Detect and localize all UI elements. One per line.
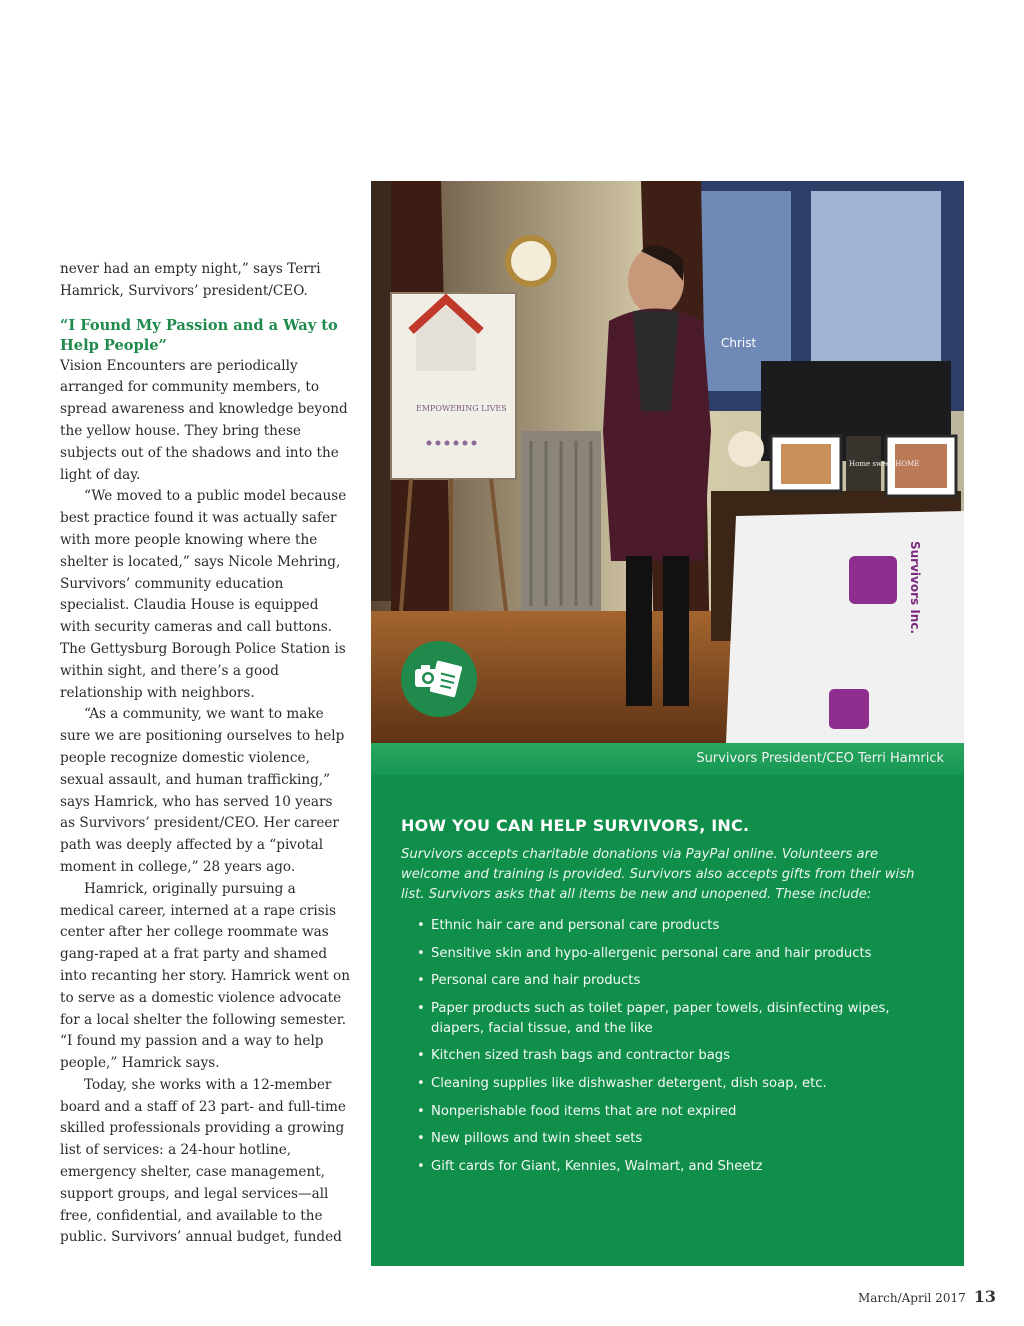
bullet-icon: • [417, 1048, 425, 1064]
list-item: • Personal care and hair products [401, 971, 946, 991]
window-sign-text: Christ [721, 336, 757, 350]
article-paragraph: “As a community, we want to make sure we are positioning ourselves to help people recognize domestic violence, sexual assault, and human trafficking,” says Hamrick, who has served 10 years as Survivors’ president/CEO. Her career path was deeply affected by a “pivotal moment in college,” 28 years ago. [60, 706, 345, 875]
list-item: • Ethnic hair care and personal care products [401, 916, 946, 936]
sidebar-intro: Survivors accepts charitable donations via PayPal online. Volunteers are welcome and training is provided. Survivors also accepts gifts from their wish list. Survivors asks that all items be new and unopened. These include: [401, 847, 915, 902]
camera-icon [401, 641, 477, 717]
article-paragraph: Today, she works with a 12-member board and a staff of 23 part- and full-time skilled professionals providing a growing list of services: a 24-hour hotline, emergency shelter, case management, support groups, and legal services—all free, confidential, and available to the public. Survivors’ annual budget, funded [60, 1076, 346, 1246]
list-item: • Kitchen sized trash bags and contractor bags [401, 1046, 946, 1066]
issue-date: March/April 2017 [857, 1291, 966, 1305]
banner-text: Survivors Inc. [908, 541, 922, 635]
list-item: • Paper products such as toilet paper, paper towels, disinfecting wipes, diapers, facial tissue, and the like [417, 1000, 890, 1036]
bullet-icon: • [417, 918, 425, 933]
survivors-logo [829, 689, 869, 729]
list-item: • Nonperishable food items that are not expired [401, 1102, 946, 1122]
article-paragraph: “We moved to a public model because best practice found it was actually safer with more people knowing where the shelter is located,” says Nicole Mehring, Survivors’ community education specialist. Claudia House is equipped with security cameras and call buttons. The Gettysburg Borough Police Station is within sight, and there’s a good relationship with neighbors. [60, 488, 347, 701]
bullet-icon: • [417, 1158, 425, 1174]
article-subhead: “I Found My Passion and a Way to Help People” [60, 316, 338, 354]
survivors-logo [849, 556, 897, 604]
bullet-icon: • [417, 1131, 425, 1147]
presenter-leg [626, 556, 652, 706]
sidebar-box [371, 743, 964, 1266]
bullet-icon: • [417, 945, 425, 961]
poster-title: EMPOWERING LIVES [416, 404, 507, 413]
bullet-icon: • [417, 1000, 425, 1016]
svg-text:Home sweet HOME: Home sweet HOME [849, 460, 920, 468]
presenter-leg [663, 556, 689, 706]
page-number: 13 [973, 1287, 996, 1306]
bullet-icon: • [417, 973, 425, 989]
presenter-scarf [633, 311, 679, 411]
article-column [60, 259, 350, 1249]
bullet-icon: • [417, 1103, 425, 1119]
bullet-icon: • [417, 1075, 425, 1091]
article-paragraph: never had an empty night,” says Terri Hamrick, Survivors’ president/CEO. [60, 261, 321, 299]
article-paragraph: Vision Encounters are periodically arranged for community members, to spread awareness and knowledge beyond the yellow house. They bring these subjects out of the shadows and into the light of day. [60, 357, 348, 483]
photo-caption: Survivors President/CEO Terri Hamrick [696, 751, 944, 766]
sidebar-title: HOW YOU CAN HELP SURVIVORS, INC. [401, 816, 750, 835]
page-footer [858, 1287, 996, 1306]
list-item: • Gift cards for Giant, Kennies, Walmart, and Sheetz [401, 1157, 946, 1177]
article-paragraph: Hamrick, originally pursuing a medical career, interned at a rape crisis center after her college roommate was gang-raped at a frat party and shamed into recanting her story. Hamrick went on to serve as a domestic violence advocate for a local shelter the following semester. “I found my passion and a way to help people,” Hamrick says. [60, 880, 350, 1072]
list-item: • Sensitive skin and hypo-allergenic personal care and hair products [401, 944, 946, 964]
list-item: • New pillows and twin sheet sets [401, 1129, 946, 1149]
wish-list [401, 916, 946, 1184]
poinsettia [728, 431, 764, 467]
list-item: • Cleaning supplies like dishwasher detergent, dish soap, etc. [401, 1074, 946, 1094]
caption-bar [371, 743, 964, 775]
